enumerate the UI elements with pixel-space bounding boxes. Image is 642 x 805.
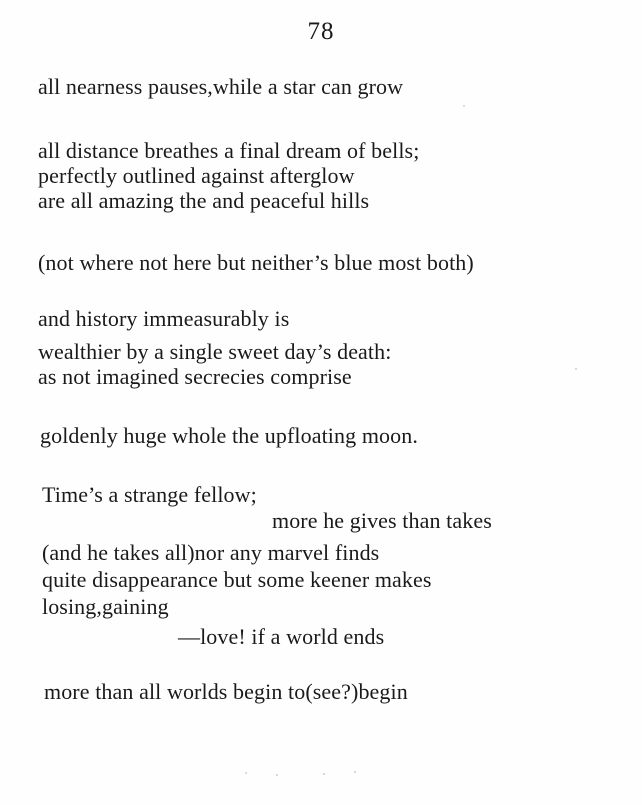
poem-line: all distance breathes a final dream of bells; — [38, 138, 420, 163]
paper-speck — [245, 772, 247, 774]
poem-line: wealthier by a single sweet day’s death: — [38, 339, 392, 364]
poem-line: quite disappearance but some keener makes — [42, 567, 432, 592]
paper-speck — [354, 771, 356, 773]
paper-speck — [323, 773, 325, 775]
poem-line: goldenly huge whole the upfloating moon. — [40, 423, 418, 448]
poem-line: perfectly outlined against afterglow — [38, 163, 355, 188]
poem-line: —love! if a world ends — [178, 624, 385, 649]
page-number: 78 — [307, 18, 335, 45]
poem-line: losing,gaining — [42, 594, 169, 619]
poem-line: all nearness pauses,while a star can grow — [38, 74, 404, 99]
poem-line: and history immeasurably is — [38, 306, 290, 331]
poem-line: more he gives than takes — [272, 508, 492, 533]
poem-line: are all amazing the and peaceful hills — [38, 188, 370, 213]
poem-line: (and he takes all)nor any marvel finds — [42, 540, 380, 565]
poem-line: Time’s a strange fellow; — [42, 482, 257, 507]
paper-speck — [463, 105, 465, 107]
poem-line: (not where not here but neither’s blue most both) — [38, 250, 474, 275]
poem-line: as not imagined secrecies comprise — [38, 364, 352, 389]
paper-speck — [575, 368, 577, 370]
poem-line: more than all worlds begin to(see?)begin — [44, 679, 408, 704]
paper-speck — [276, 774, 278, 776]
